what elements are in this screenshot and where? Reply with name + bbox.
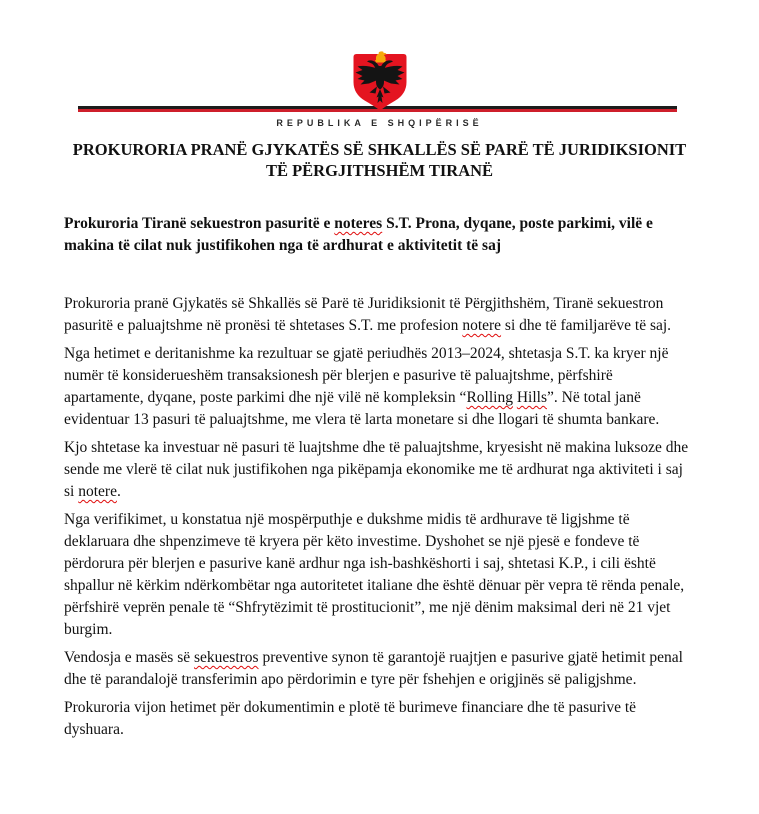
- misspelled-word: notere: [462, 317, 502, 334]
- text-run: preventive synon të garantojë ruajtjen e pasurive gjatë hetimit penal dhe të parandalojë transferimin apo përdorimin e tyre për fshehjen e origjinës së paligjshme.: [64, 649, 683, 688]
- text-run: Prokuroria vijon hetimet për dokumentimin e plotë të burimeve financiare dhe të pasurive të dyshuara.: [64, 699, 637, 738]
- text-run: Prokuroria Tiranë sekuestron pasuritë e: [64, 215, 335, 232]
- text-run: Nga verifikimet, u konstatua një mospërputhje e dukshme midis të ardhurave të ligjshme të deklaruara dhe shpenzimeve të kryera për këto investime. Dyshohet se një pjesë e fondeve të përdorura për blerjen e pasurive kanë ardhur nga ish-bashkëshorti i saj, shtetasi K.P., i cili është shpallur në kërkim ndërkombëtar nga autoritetet italiane dhe është dënuar për vepra të rënda penale, përfshirë veprën penale të “Shfrytëzimit të prostitucionit”, me një dënim maksimal deri në 21 vjet burgim.: [64, 511, 685, 638]
- body-paragraph: [64, 343, 695, 431]
- text-run: .: [116, 483, 121, 500]
- misspelled-word: Rolling: [466, 389, 513, 406]
- albania-coat-of-arms-icon: [350, 51, 410, 118]
- text-run: Prokuroria pranë Gjykatës së Shkallës së Parë të Juridiksionit të Përgjithshëm, Tiranë sekuestron pasuritë e paluajtshme në pronësi të shtetases S.T. me profesion: [64, 295, 664, 334]
- helmet-icon: [375, 51, 387, 62]
- body-paragraph: [64, 437, 695, 503]
- text-run: Kjo shtetase ka investuar në pasuri të luajtshme dhe të paluajtshme, kryesisht në makina luksoze dhe sende me vlerë të cilat nuk justifikohen nga pikëpamja ekonomike me të ardhurat nga aktiviteti i saj si: [64, 439, 689, 500]
- republic-label: REPUBLIKA E SHQIPËRISË: [276, 118, 483, 128]
- article-headline: [64, 213, 695, 257]
- text-run: si dhe të familjarëve të saj.: [501, 317, 672, 334]
- misspelled-word: sekuestros: [194, 649, 259, 666]
- body-paragraph: [64, 647, 695, 691]
- article-paragraphs: [64, 293, 695, 741]
- misspelled-word: Hills: [516, 389, 547, 406]
- body-paragraph: [64, 697, 695, 741]
- body-paragraph: [64, 293, 695, 337]
- text-run: ”. Në total janë evidentuar 13 pasuri të paluajtshme, me vlera të larta monetare si dhe llogari të shumta bankare.: [64, 389, 660, 428]
- misspelled-word: notere: [78, 483, 117, 500]
- text-run: Nga hetimet e deritanishme ka rezultuar se gjatë periudhës 2013–2024, shtetasja S.T. ka kryer një numër të konsiderueshëm transaksionesh për blerjen e pasurive të paluajtshme, përfshirë apartamente, dyqane, poste parkimi dhe një vilë në kompleksin “: [64, 345, 669, 406]
- letterhead: [0, 0, 759, 133]
- misspelled-word: noteres: [334, 215, 383, 232]
- text-run: Vendosja e masës së: [64, 649, 194, 666]
- document-body: [0, 133, 759, 741]
- text-run: S.T. Prona, dyqane, poste parkimi, vilë e makina të cilat nuk justifikohen nga të ardhurat e aktivitetit të saj: [64, 215, 653, 254]
- body-paragraph: [64, 509, 695, 641]
- institution-title: PROKURORIA PRANË GJYKATËS SË SHKALLËS SË PARË TË JURIDIKSIONIT TË PËRGJITHSHËM TIRANË: [72, 140, 687, 180]
